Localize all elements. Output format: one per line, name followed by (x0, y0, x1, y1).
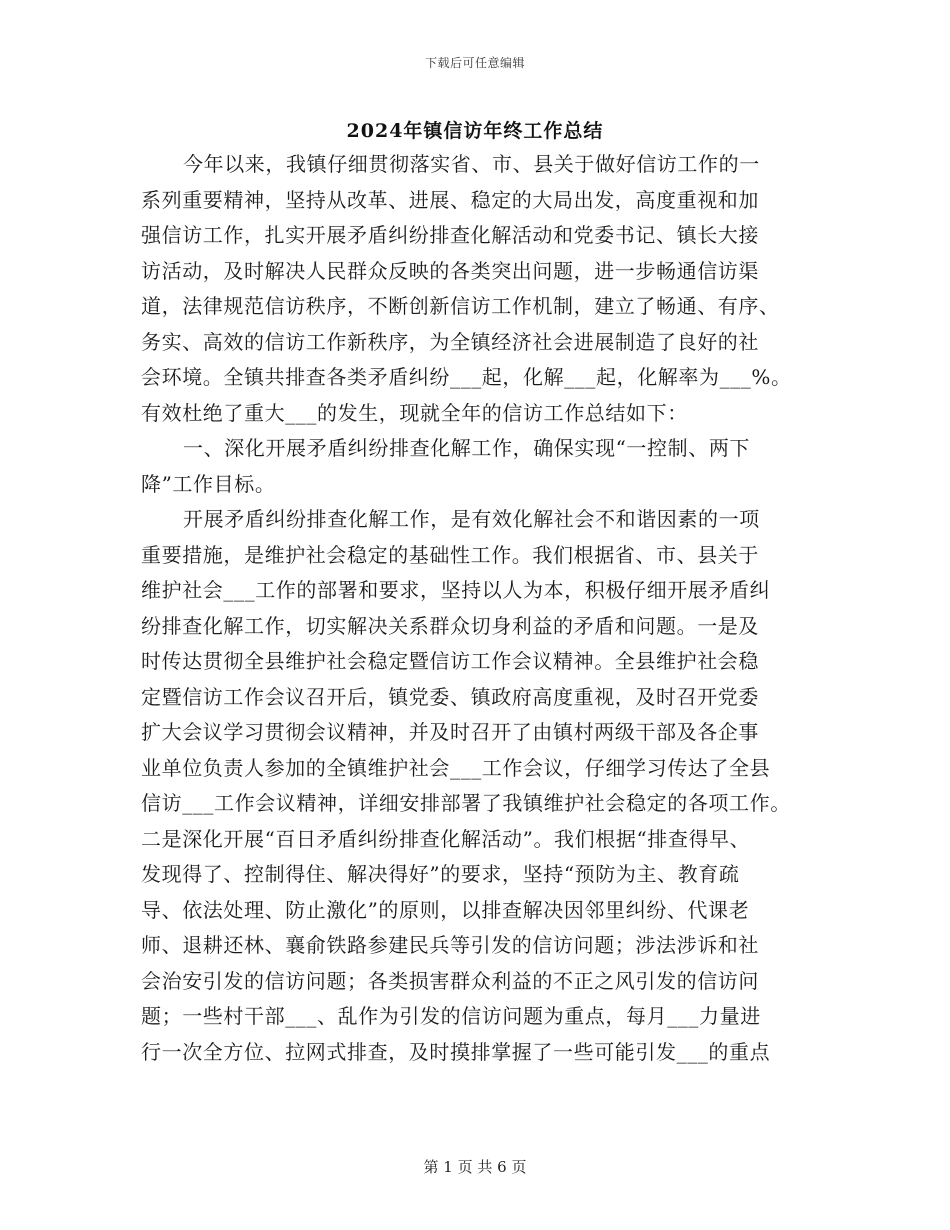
paragraph-line: 访活动，及时解决人民群众反映的各类突出问题，进一步畅通信访渠 (141, 258, 759, 283)
paragraph-line: 导、依法处理、防止激化”的原则，以排查解决因邻里纠纷、代课老 (141, 897, 750, 922)
paragraph-line: 纷排查化解工作，切实解决关系群众切身利益的矛盾和问题。一是及 (141, 613, 759, 638)
section-heading-line: 降”工作目标。 (141, 471, 276, 496)
paragraph-line: 系列重要精神，坚持从改革、进展、稳定的大局出发，高度重视和加 (141, 187, 759, 212)
paragraph-line: 重要措施，是维护社会稳定的基础性工作。我们根据省、市、县关于 (141, 542, 759, 567)
document-title: 2024年镇信访年终工作总结 (346, 120, 604, 142)
paragraph-line: 有效杜绝了重大___的发生，现就全年的信访工作总结如下： (141, 400, 688, 425)
paragraph-line: 务实、高效的信访工作新秩序，为全镇经济社会进展制造了良好的社 (141, 329, 759, 354)
paragraph-line: 扩大会议学习贯彻会议精神，并及时召开了由镇村两级干部及各企事 (141, 720, 759, 744)
paragraph-line: 行一次全方位、拉网式排查，及时摸排掌握了一些可能引发___的重点 (141, 1039, 771, 1064)
section-heading-line: 一、深化开展矛盾纠纷排查化解工作，确保实现“一控制、两下 (183, 436, 751, 460)
document-body (141, 147, 813, 1070)
paragraph-line: 业单位负责人参加的全镇维护社会___工作会议，仔细学习传达了全县 (141, 755, 771, 780)
paragraph-line: 今年以来，我镇仔细贯彻落实省、市、县关于做好信访工作的一 (183, 152, 760, 176)
paragraph-line: 维护社会___工作的部署和要求，坚持以人为本，积极仔细开展矛盾纠 (141, 578, 771, 602)
paragraph-line: 题；一些村干部___、乱作为引发的信访问题为重点，每月___力量进 (141, 1004, 761, 1028)
paragraph-line: 发现得了、控制得住、解决得好”的要求，坚持“预防为主、教育疏 (141, 862, 740, 886)
paragraph-line: 会环境。全镇共排查各类矛盾纠纷___起，化解___起，化解率为___%。 (141, 365, 792, 389)
paragraph-line: 会治安引发的信访问题；各类损害群众利益的不正之风引发的信访问 (141, 968, 759, 993)
paragraph-line: 师、退耕还林、襄俞铁路参建民兵等引发的信访问题；涉法涉诉和社 (141, 933, 759, 957)
page-header-note: 下载后可任意编辑 (424, 56, 525, 70)
paragraph-line: 信访___工作会议精神，详细安排部署了我镇维护社会稳定的各项工作。 (141, 791, 791, 815)
paragraph-line: 强信访工作，扎实开展矛盾纠纷排查化解活动和党委书记、镇长大接 (141, 223, 759, 247)
paragraph-line: 道，法律规范信访秩序，不断创新信访工作机制，建立了畅通、有序、 (141, 294, 780, 318)
paragraph-line: 时传达贯彻全县维护社会稳定暨信访工作会议精神。全县维护社会稳 (141, 649, 759, 673)
paragraph-line: 二是深化开展“百日矛盾纠纷排查化解活动”。我们根据“排查得早、 (141, 826, 751, 851)
paragraph-line: 定暨信访工作会议召开后，镇党委、镇政府高度重视，及时召开党委 (141, 684, 759, 709)
page-number: 第 1 页 共 6 页 (423, 1158, 527, 1176)
paragraph-line: 开展矛盾纠纷排查化解工作，是有效化解社会不和谐因素的一项 (183, 507, 760, 531)
